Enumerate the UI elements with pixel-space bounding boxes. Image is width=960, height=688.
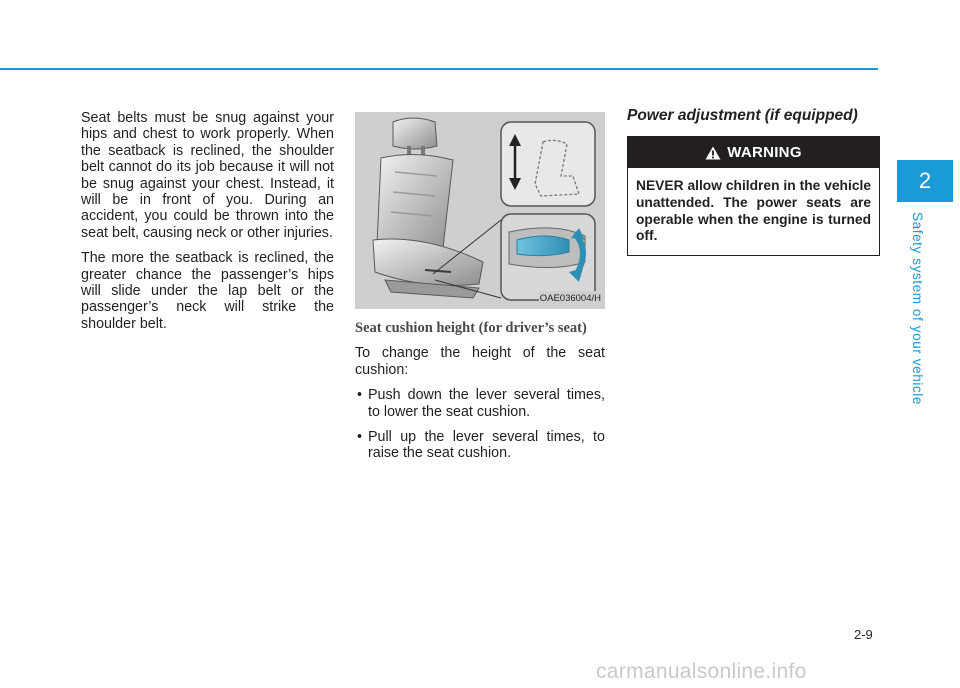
- paragraph-recline-fit: Seat belts must be snug against your hips and chest to work properly. When the seatback is reclined, the shoulder belt cannot do its job because it will not be snug against your chest. Instead, it will be in front of you. During an accident, you could be thrown into the seat belt, causing neck or other injuries.: [81, 110, 334, 241]
- subheading-seat-cushion-height: Seat cushion height (for driver’s seat): [355, 320, 587, 336]
- list-item-text: Pull up the lever several times, to raise the seat cushion.: [368, 429, 605, 462]
- seat-illustration: [355, 112, 605, 309]
- seat-height-figure: [355, 112, 605, 309]
- warning-header: [628, 137, 879, 168]
- chapter-tab: 2: [897, 160, 953, 202]
- top-rule: [0, 68, 878, 70]
- warning-box: [627, 136, 880, 255]
- warning-title: WARNING: [727, 143, 802, 161]
- chapter-title: Safety system of your vehicle: [910, 212, 925, 405]
- list-item: [355, 387, 605, 420]
- list-item-text: Push down the lever several times, to lower the seat cushion.: [368, 387, 605, 420]
- instruction-list: [355, 387, 605, 462]
- bullet-icon: •: [357, 387, 363, 404]
- figure-code: OAE036004/H: [539, 291, 602, 307]
- column-3: [627, 108, 879, 256]
- paragraph-seat-cushion-intro: To change the height of the seat cushion:: [355, 345, 605, 378]
- column-2: [355, 112, 605, 471]
- bullet-icon: •: [357, 429, 363, 446]
- column-1: [81, 110, 334, 341]
- watermark: carmanualsonline.info: [596, 660, 807, 683]
- heading-power-adjustment: Power adjustment (if equipped): [627, 107, 858, 124]
- paragraph-recline-danger: The more the seatback is reclined, the greater chance the passenger’s hips will slide under the lap belt or the passenger’s neck will strike the shoulder belt.: [81, 250, 334, 332]
- page-number: 2-9: [854, 627, 873, 642]
- list-item: [355, 429, 605, 462]
- warning-triangle-icon: [705, 146, 721, 160]
- warning-text: NEVER allow children in the vehicle unattended. The power seats are operable when the engine is turned off.: [636, 178, 871, 244]
